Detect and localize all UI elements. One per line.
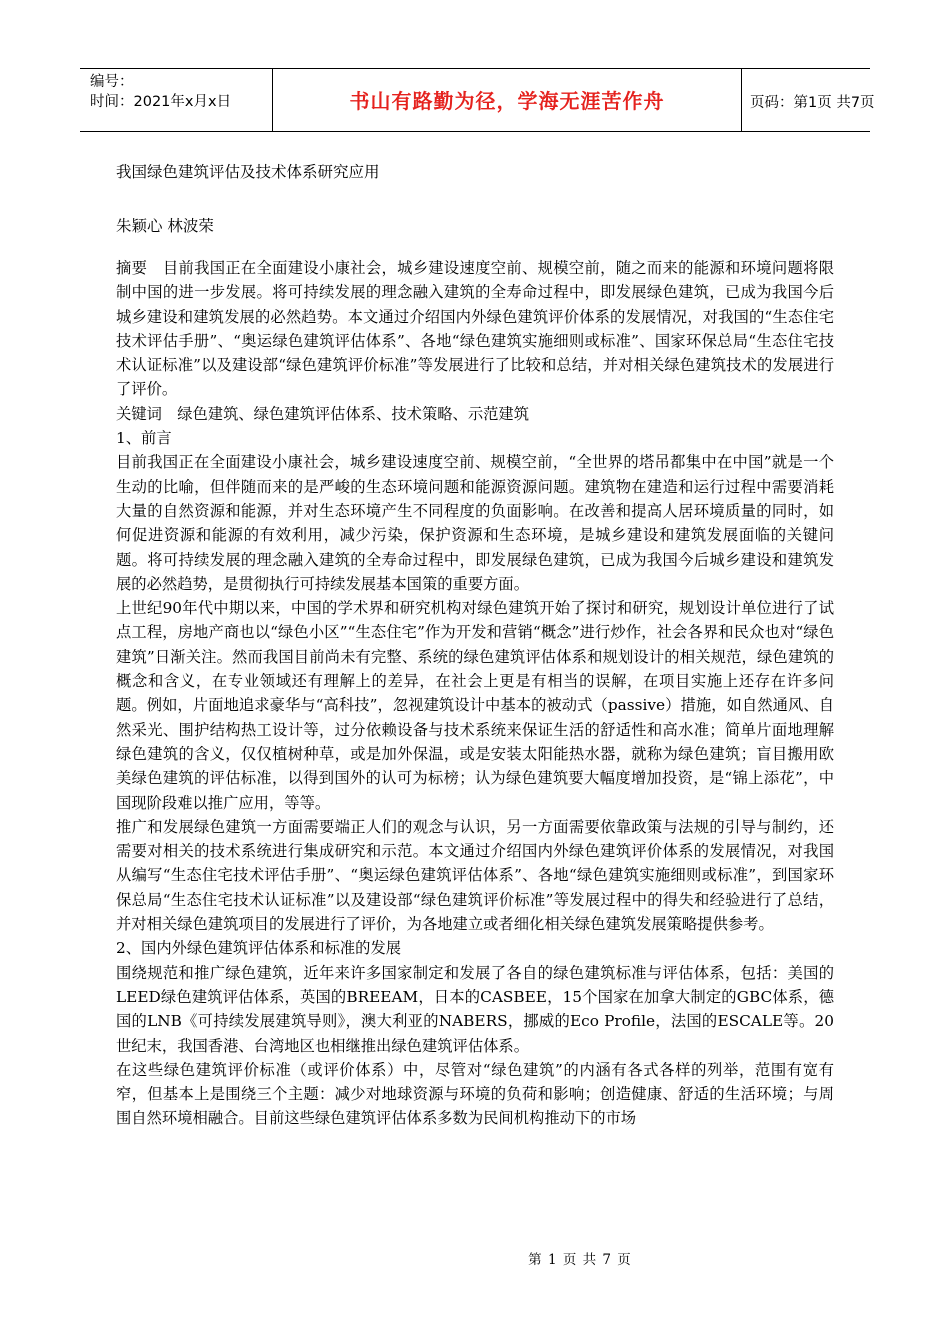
body-paragraph: 目前我国正在全面建设小康社会，城乡建设速度空前、规模空前，“全世界的塔吊都集中在中国”就是一个生动的比喻，但伴随而来的是严峻的生态环境问题和能源资源问题。建筑物在建造和运行过程中需要消耗大量的自然资源和能源，并对生态环境产生不同程度的负面影响。在改善和提高人居环境质量的同时，如何促进资源和能源的有效利用，减少污染，保护资源和生态环境，是城乡建设和建筑发展面临的关键问题。将可持续发展的理念融入建筑的全寿命过程中，即发展绿色建筑，已成为我国今后城乡建设和建筑发展的必然趋势，是贯彻执行可持续发展基本国策的重要方面。: [116, 453, 834, 593]
section-heading: 1、前言: [116, 429, 172, 448]
page-footer: 第 1 页 共 7 页: [528, 1252, 632, 1268]
document-title: 我国绿色建筑评估及技术体系研究应用: [116, 163, 380, 181]
document-body: [116, 150, 834, 1131]
body-paragraph: 上世纪90年代中期以来，中国的学术界和研究机构对绿色建筑开始了探讨和研究，规划设计单位进行了试点工程，房地产商也以“绿色小区”“生态住宅”作为开发和营销“概念”进行炒作，社会各界和民众也对“绿色建筑”日渐关注。然而我国目前尚未有完整、系统的绿色建筑评估体系和规划设计的相关规范，绿色建筑的概念和含义，在专业领域还有理解上的差异，在社会上更是有相当的误解，在项目实施上还存在许多问题。例如，片面地追求豪华与“高科技”，忽视建筑设计中基本的被动式（passive）措施，如自然通风、自然采光、围护结构热工设计等，过分依赖设备与技术系统来保证生活的舒适性和高水准；简单片面地理解绿色建筑的含义，仅仅植树种草，或是加外保温，或是安装太阳能热水器，就称为绿色建筑；盲目搬用欧美绿色建筑的评估标准，以得到国外的认可为标榜；认为绿色建筑要大幅度增加投资，是“锦上添花”，中国现阶段难以推广应用，等等。: [116, 599, 834, 812]
header-meta: [90, 72, 290, 112]
section-heading: 2、国内外绿色建筑评估体系和标准的发展: [116, 939, 402, 958]
motto-cell: [272, 68, 742, 132]
page-header: [80, 68, 875, 132]
abstract-paragraph: 摘要 目前我国正在全面建设小康社会，城乡建设速度空前、规模空前，随之而来的能源和环境问题将限制中国的进一步发展。将可持续发展的理念融入建筑的全寿命过程中，即发展绿色建筑，已成为我国今后城乡建设和建筑发展的必然趋势。本文通过介绍国内外绿色建筑评价体系的发展情况，对我国的“生态住宅技术评估手册”、“奥运绿色建筑评估体系”、各地“绿色建筑实施细则或标准”、国家环保总局“生态住宅技术认证标准”以及建设部“绿色建筑评价标准”等发展进行了比较和总结，并对相关绿色建筑技术的发展进行了评价。: [116, 259, 834, 399]
page-info: 页码：第1页 共7页: [750, 95, 875, 111]
body-paragraph: 在这些绿色建筑评价标准（或评价体系）中，尽管对“绿色建筑”的内涵有各式各样的列举，范围有宽有窄，但基本上是围绕三个主题：减少对地球资源与环境的负荷和影响；创造健康、舒适的生活环境；与周围自然环境相融合。目前这些绿色建筑评估体系多数为民间机构推动下的市场: [116, 1060, 834, 1128]
document-text: [116, 256, 834, 1131]
number-label: 编号：: [90, 74, 134, 90]
keywords-paragraph: 关键词 绿色建筑、绿色建筑评估体系、技术策略、示范建筑: [116, 404, 530, 423]
body-paragraph: 围绕规范和推广绿色建筑，近年来许多国家制定和发展了各自的绿色建筑标准与评估体系，包括：美国的LEED绿色建筑评估体系，英国的BREEAM，日本的CASBEE，15个国家在加拿大制定的GBC体系，德国的LNB《可持续发展建筑导则》，澳大利亚的NABERS，挪威的Eco Profile，法国的ESCALE等。20世纪末，我国香港、台湾地区也相继推出绿色建筑评估体系。: [116, 963, 834, 1055]
body-paragraph: 推广和发展绿色建筑一方面需要端正人们的观念与认识，另一方面需要依靠政策与法规的引导与制约，还需要对相关的技术系统进行集成研究和示范。本文通过介绍国内外绿色建筑评价体系的发展情况，对我国从编写“生态住宅技术评估手册”、“奥运绿色建筑评估体系”、各地“绿色建筑实施细则或标准”，到国家环保总局“生态住宅技术认证标准”以及建设部“绿色建筑评价标准”等发展过程中的得失和经验进行了总结，并对相关绿色建筑项目的发展进行了评价，为各地建立或者细化相关绿色建筑发展策略提供参考。: [116, 817, 834, 934]
motto-text: 书山有路勤为径，学海无涯苦作舟: [349, 89, 665, 113]
date-line: 时间：2021年x月x日: [90, 94, 232, 110]
document-authors: 朱颖心 林波荣: [116, 217, 214, 235]
